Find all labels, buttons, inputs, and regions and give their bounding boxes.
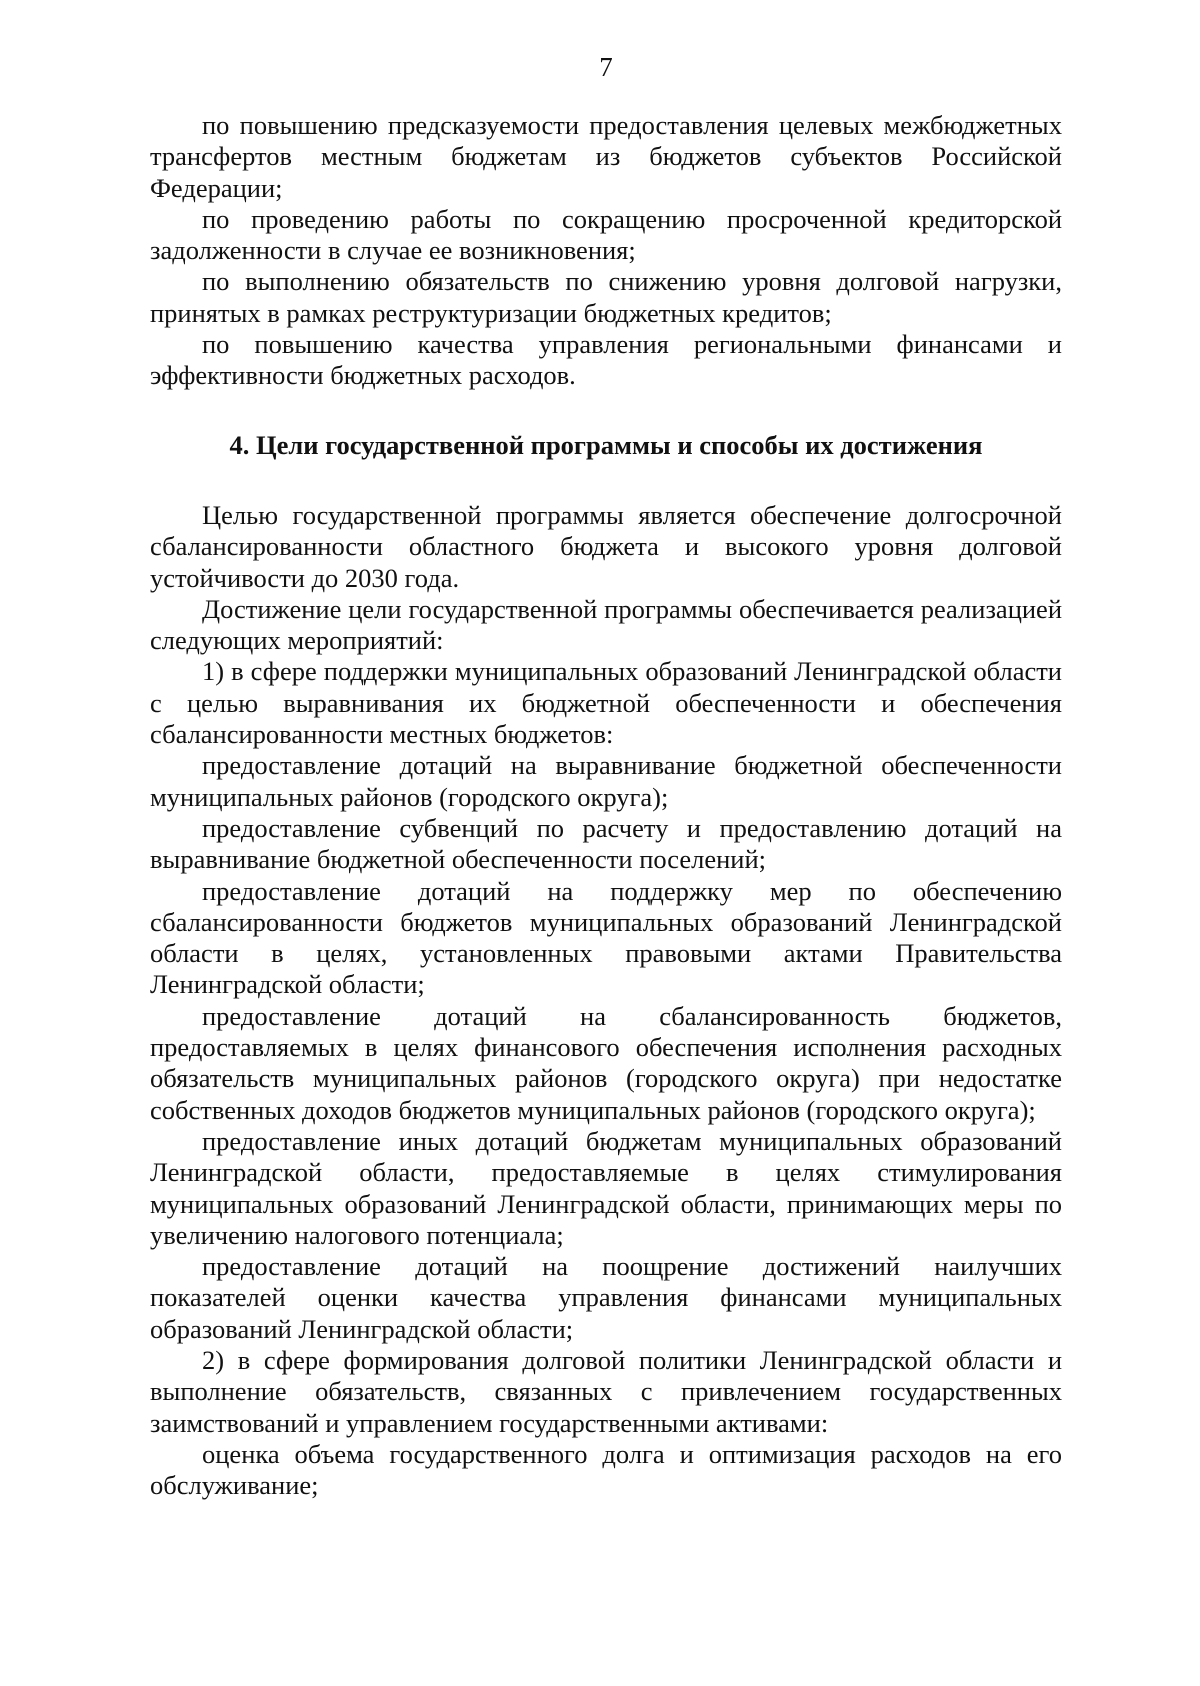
- section-paragraph-6: предоставление дотаций на поддержку мер по обеспечению сбалансированности бюджетов муниципальных образований Ленинградской области в целях, установленных правовыми актами Правительства Ленинградской области;: [150, 875, 1062, 1000]
- section-paragraph-11: оценка объема государственного долга и оптимизация расходов на его обслуживание;: [150, 1438, 1062, 1501]
- section-heading: 4. Цели государственной программы и способы их достижения: [229, 429, 983, 460]
- section-paragraph-3: 1) в сфере поддержки муниципальных образований Ленинградской области с целью выравнивания их бюджетной обеспеченности и обеспечения сбалансированности местных бюджетов:: [150, 656, 1062, 750]
- section-paragraph-10: 2) в сфере формирования долговой политики Ленинградской области и выполнение обязательств, связанных с привлечением государственных заимствований и управлением государственными активами:: [150, 1344, 1062, 1438]
- intro-paragraph-1: по повышению предсказуемости предоставления целевых межбюджетных трансфертов местным бюджетам из бюджетов субъектов Российской Федерации;: [150, 110, 1062, 203]
- intro-paragraph-4: по повышению качества управления региональными финансами и эффективности бюджетных расходов.: [150, 329, 1062, 391]
- intro-paragraph-3: по выполнению обязательств по снижению уровня долговой нагрузки, принятых в рамках реструктуризации бюджетных кредитов;: [150, 266, 1062, 328]
- section-paragraph-9: предоставление дотаций на поощрение достижений наилучших показателей оценки качества управления финансами муниципальных образований Ленинградской области;: [150, 1251, 1062, 1344]
- section-paragraph-1: Целью государственной программы является обеспечение долгосрочной сбалансированности областного бюджета и высокого уровня долговой устойчивости до 2030 года.: [150, 499, 1062, 593]
- section-paragraph-8: предоставление иных дотаций бюджетам муниципальных образований Ленинградской области, предоставляемые в целях стимулирования муниципальных образований Ленинградской области, принимающих меры по увеличению налогового потенциала;: [150, 1125, 1062, 1250]
- section-paragraph-5: предоставление субвенций по расчету и предоставлению дотаций на выравнивание бюджетной обеспеченности поселений;: [150, 812, 1062, 875]
- page-number: 7: [599, 52, 613, 82]
- intro-paragraph-2: по проведению работы по сокращению просроченной кредиторской задолженности в случае ее возникновения;: [150, 203, 1062, 266]
- section-paragraph-7: предоставление дотаций на сбалансированность бюджетов, предоставляемых в целях финансового обеспечения исполнения расходных обязательств муниципальных районов (городского округа) при недостатке собственных доходов бюджетов муниципальных районов (городского округа);: [150, 1000, 1062, 1125]
- section-paragraph-2: Достижение цели государственной программы обеспечивается реализацией следующих мероприятий:: [150, 593, 1062, 656]
- section-paragraph-4: предоставление дотаций на выравнивание бюджетной обеспеченности муниципальных районов (городского округа);: [150, 750, 1062, 812]
- document-body: [150, 110, 1062, 1501]
